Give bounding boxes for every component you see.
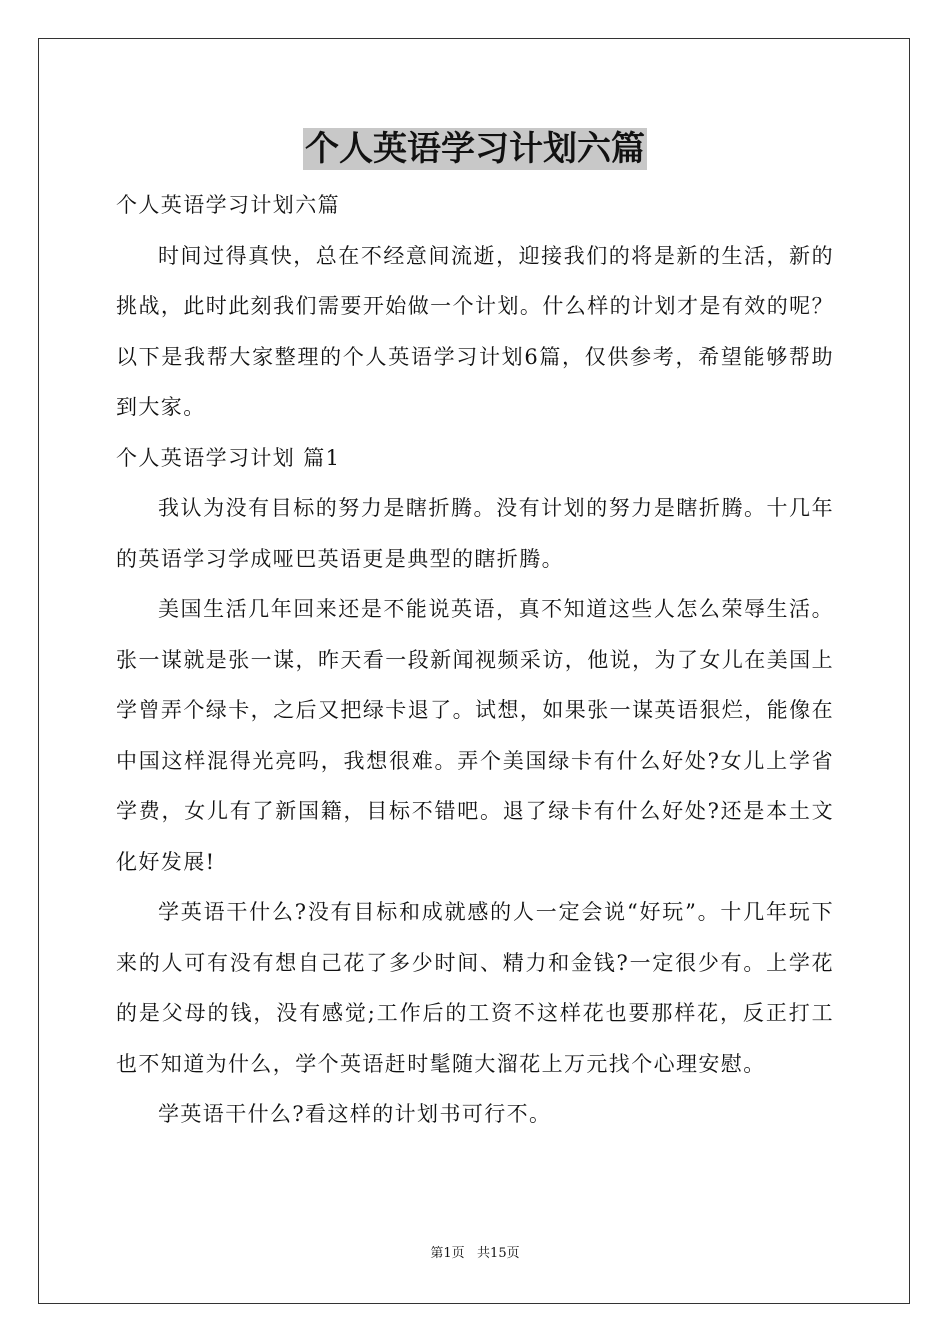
paragraph: 时间过得真快，总在不经意间流逝，迎接我们的将是新的生活，新的挑战，此时此刻我们需要开始做一个计划。什么样的计划才是有效的呢？以下是我帮大家整理的个人英语学习计划6篇，仅供参考，希望能够帮助到大家。 <box>116 243 834 419</box>
paragraph: 学英语干什么?没有目标和成就感的人一定会说“好玩”。十几年玩下来的人可有没有想自己花了多少时间、精力和金钱?一定很少有。上学花的是父母的钱，没有感觉;工作后的工资不这样花也要那样花，反正打工也不知道为什么，学个英语赶时髦随大溜花上万元找个心理安慰。 <box>116 900 834 1076</box>
title-container <box>0 128 950 170</box>
page-number: 第1页 共15页 <box>430 1246 520 1261</box>
paragraph: 我认为没有目标的努力是瞎折腾。没有计划的努力是瞎折腾。十几年的英语学习学成哑巴英语更是典型的瞎折腾。 <box>116 496 834 571</box>
paragraph: 学英语干什么?看这样的计划书可行不。 <box>158 1102 552 1126</box>
section-heading: 个人英语学习计划 篇1 <box>116 445 341 470</box>
document-body <box>116 180 834 1140</box>
paragraph: 个人英语学习计划六篇 <box>116 193 340 217</box>
paragraph: 美国生活几年回来还是不能说英语，真不知道这些人怎么荣辱生活。张一谋就是张一谋，昨天看一段新闻视频采访，他说，为了女儿在美国上学曾弄个绿卡，之后又把绿卡退了。试想，如果张一谋英语狠烂，能像在中国这样混得光亮吗，我想很难。弄个美国绿卡有什么好处?女儿上学省学费，女儿有了新国籍，目标不错吧。退了绿卡有什么好处?还是本土文化好发展! <box>116 597 834 874</box>
document-title: 个人英语学习计划六篇 <box>305 129 645 169</box>
